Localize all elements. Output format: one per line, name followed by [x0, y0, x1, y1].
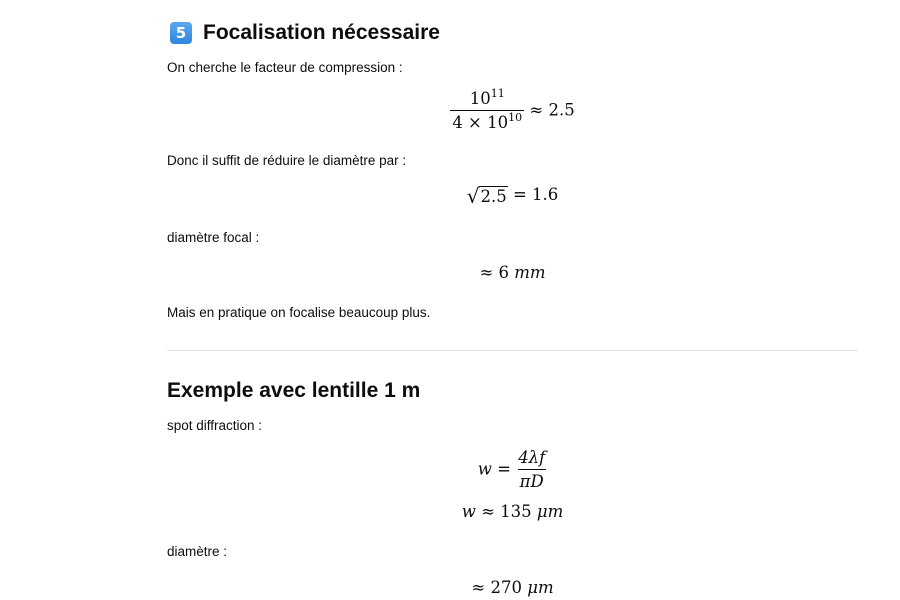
variable-w: w [477, 459, 492, 479]
equation-focal-diameter [0, 263, 900, 282]
section-number-badge [170, 22, 192, 44]
keycap-five-icon: 5 [170, 22, 192, 44]
equation-spot-size [0, 449, 900, 491]
radical-sign-icon: √ [466, 183, 480, 208]
square-root [466, 183, 508, 208]
section-title: Focalisation nécessaire [203, 21, 440, 44]
fraction [450, 87, 524, 132]
paragraph-diameter: diamètre : [167, 544, 228, 559]
unit: μm [527, 578, 554, 597]
equals-sign: = [491, 459, 517, 479]
approx-value: ≈ 270 [471, 578, 528, 597]
equation-result: ≈ 2.5 [529, 100, 575, 120]
equation-result: = 1.6 [512, 185, 559, 204]
variable-w: w [461, 502, 476, 521]
numerator: 4λf [518, 448, 546, 467]
fraction [516, 449, 547, 491]
equation-diameter-value [0, 578, 900, 597]
paragraph-focal-diameter: diamètre focal : [167, 230, 260, 245]
example-title: Exemple avec lentille 1 m [167, 379, 421, 402]
numerator-base: 10 [469, 89, 491, 108]
paragraph-spot-diffraction: spot diffraction : [167, 418, 263, 433]
unit: μm [536, 502, 564, 521]
denominator-exponent: 10 [508, 111, 523, 124]
radicand: 2.5 [480, 186, 507, 206]
paragraph-reduce-diameter: Donc il suffit de réduire le diamètre par : [167, 153, 407, 168]
approx-value: ≈ 135 [475, 502, 537, 521]
equation-compression-factor [0, 87, 900, 132]
paragraph-intro: On cherche le facteur de compression : [167, 60, 403, 75]
section-divider [167, 350, 858, 351]
paragraph-practice: Mais en pratique on focalise beaucoup plus. [167, 305, 431, 320]
numerator-exponent: 11 [490, 87, 505, 100]
equation-spot-value [0, 502, 900, 521]
denominator: πD [519, 472, 544, 491]
equation-sqrt [0, 185, 900, 206]
approx-value: ≈ 6 [479, 263, 515, 282]
denominator-base: 4 × 10 [452, 113, 509, 132]
unit: mm [514, 263, 546, 282]
